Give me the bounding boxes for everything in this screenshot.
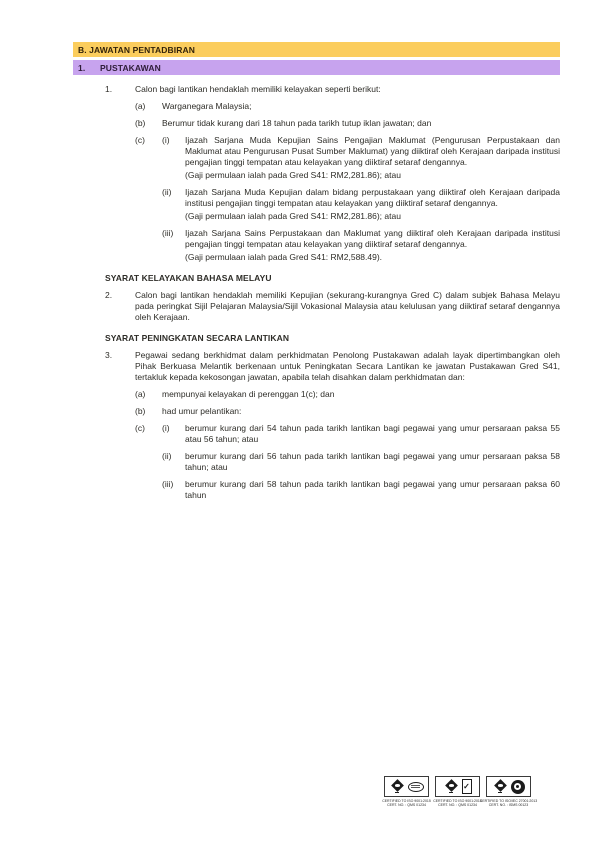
clause-2	[73, 290, 560, 323]
section-header-bar	[73, 42, 560, 57]
subitem-label: (ii)	[162, 451, 172, 461]
subitem-label: (ii)	[162, 187, 172, 197]
subitem-label: (iii)	[162, 479, 174, 489]
clause-1c-i	[73, 135, 560, 168]
clause-text: Calon bagi lantikan hendaklah memiliki Kepujian (sekurang-kurangnya Gred C) dalam subjek Bahasa Melayu pada peringkat Sijil Pelajaran Malaysia/Sijil Vokasional Malaysia atau kelulusan yang diiktiraf setaraf dengannya oleh Kerajaan.	[135, 290, 560, 322]
certification-badge	[384, 776, 429, 807]
clause-number: 2.	[105, 290, 113, 300]
certification-badge	[435, 776, 480, 807]
bm-section-heading: SYARAT KELAYAKAN BAHASA MELAYU	[105, 273, 272, 283]
salary-note: (Gaji permulaan ialah pada Gred S41: RM2,281.86); atau	[185, 211, 401, 221]
clause-1c-ii	[73, 187, 560, 209]
sirim-diamond-icon	[390, 779, 405, 794]
subitem-label: (i)	[162, 423, 170, 433]
item-text: had umur pelantikan:	[162, 406, 242, 416]
subitem-text: Ijazah Sarjana Muda Kepujian Sains Pengajian Maklumat (Pengurusan Perpustakaan dan Maklumat atau Pengurusan Pusat Sumber Maklumat) yang diiktiraf oleh Kerajaan daripada institusi pengajian tinggi tempatan atau kelayakan yang diiktiraf setaraf dengannya.	[185, 135, 560, 167]
oval-cert-icon	[408, 782, 424, 792]
salary-note: (Gaji permulaan ialah pada Gred S41: RM2,588.49).	[185, 252, 383, 262]
clause-text: Calon bagi lantikan hendaklah memiliki kelayakan seperti berikut:	[135, 84, 381, 94]
clause-1	[73, 84, 560, 95]
item-text: Berumur tidak kurang dari 18 tahun pada tarikh tutup iklan jawatan; dan	[162, 118, 432, 128]
clause-3c-ii	[73, 451, 560, 473]
round-accreditation-icon	[511, 780, 525, 794]
subitem-text: Ijazah Sarjana Sains Perpustakaan dan Maklumat yang diiktiraf oleh Kerajaan daripada institusi pengajian tinggi tempatan atau kelayakan yang diiktiraf setaraf dengannya.	[185, 228, 560, 249]
item-label: (b)	[135, 406, 146, 416]
position-number: 1.	[78, 62, 86, 73]
certification-badge	[479, 776, 538, 808]
badge-caption: CERTIFIED TO ISO/IEC 27001:2013 CERT. NO. : ISMS 00123	[479, 799, 538, 808]
document-content	[73, 42, 560, 507]
subitem-text: berumur kurang dari 56 tahun pada tarikh lantikan bagi pegawai yang umur persaraan paksa 58 tahun; atau	[185, 451, 560, 472]
subitem-label: (iii)	[162, 228, 174, 238]
subitem-label: (i)	[162, 135, 170, 145]
sirim-diamond-icon	[493, 779, 508, 794]
position-title: PUSTAKAWAN	[100, 62, 161, 73]
subitem-text: berumur kurang dari 58 tahun pada tarikh lantikan bagi pegawai yang umur persaraan paksa 60 tahun	[185, 479, 560, 500]
salary-note: (Gaji permulaan ialah pada Gred S41: RM2,281.86); atau	[185, 170, 401, 180]
item-text: mempunyai kelayakan di perenggan 1(c); dan	[162, 389, 335, 399]
clause-1b	[73, 118, 560, 129]
sirim-diamond-icon	[444, 779, 459, 794]
item-label: (b)	[135, 118, 146, 128]
subitem-text: Ijazah Sarjana Muda Kepujian dalam bidang perpustakaan yang diiktiraf oleh Kerajaan daripada institusi pengajian tinggi tempatan atau kelayakan yang diiktiraf setaraf dengannya.	[185, 187, 560, 208]
subitem-text: berumur kurang dari 54 tahun pada tarikh lantikan bagi pegawai yang umur persaraan paksa 55 atau 56 tahun; atau	[185, 423, 560, 444]
item-label: (c)	[135, 135, 145, 145]
checkmark-cert-icon: ✓	[462, 779, 472, 794]
clause-text: Pegawai sedang berkhidmat dalam perkhidmatan Penolong Pustakawan adalah layak dipertimbangkan oleh Pihak Berkuasa Melantik berkenaan untuk Peningkatan Secara Lantikan ke jawatan Pustakawan Gred S41, tertakluk kepada kekosongan jawatan, apabila telah disahkan dalam perkhidmatan dan:	[135, 350, 560, 382]
item-text: Warganegara Malaysia;	[162, 101, 252, 111]
position-header-bar	[73, 60, 560, 75]
clause-3c-i	[73, 423, 560, 445]
badge-caption: CERTIFIED TO ISO 9001:2015 CERT. NO. : QMS 01234	[433, 799, 482, 808]
clause-1a	[73, 101, 560, 112]
item-label: (c)	[135, 423, 145, 433]
badge-caption: CERTIFIED TO ISO 9001:2015 CERT. NO. : QMS 01234	[382, 799, 431, 808]
certification-badges	[382, 776, 538, 808]
clause-number: 1.	[105, 84, 113, 94]
item-label: (a)	[135, 101, 146, 111]
clause-3b	[73, 406, 560, 417]
clause-1c-iii	[73, 228, 560, 250]
psl-section-heading: SYARAT PENINGKATAN SECARA LANTIKAN	[105, 333, 290, 343]
clause-3a	[73, 389, 560, 400]
clause-3c-iii	[73, 479, 560, 501]
clause-3	[73, 350, 560, 383]
item-label: (a)	[135, 389, 146, 399]
section-header-title: B. JAWATAN PENTADBIRAN	[78, 44, 195, 55]
clause-number: 3.	[105, 350, 113, 360]
